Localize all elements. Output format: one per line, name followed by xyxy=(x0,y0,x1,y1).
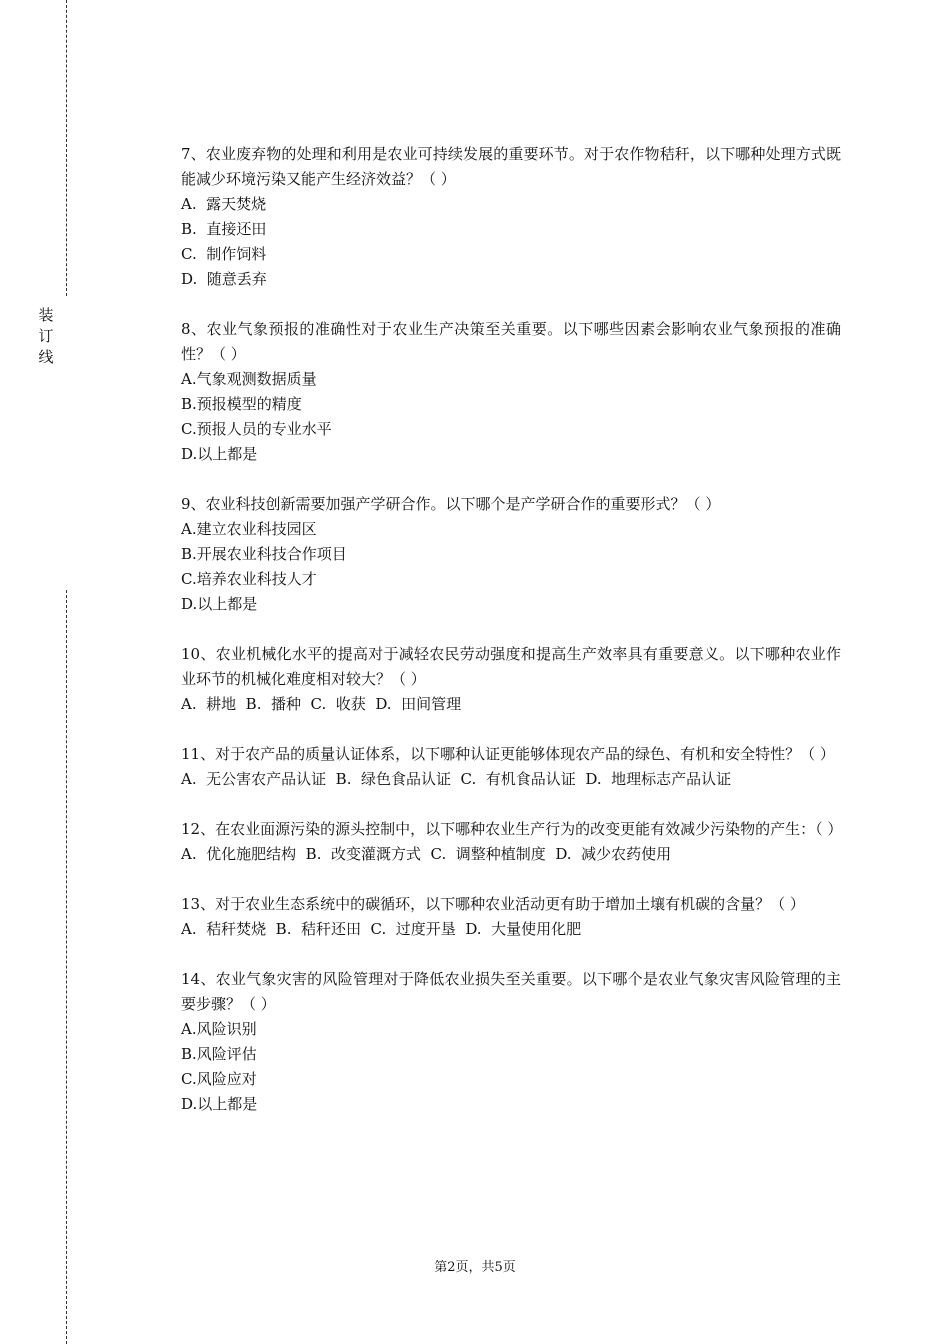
option-a: A.建立农业科技园区 xyxy=(181,520,317,538)
options-inline: A. 秸秆焚烧 B. 秸秆还田 C. 过度开垦 D. 大量使用化肥 xyxy=(181,920,582,938)
binding-dashed-line-top xyxy=(66,0,67,296)
option-d: D. 随意丢弃 xyxy=(181,270,267,288)
option-d: D.以上都是 xyxy=(181,445,258,463)
question-stem: 11、对于农产品的质量认证体系，以下哪种认证更能够体现农产品的绿色、有机和安全特性？（ ） xyxy=(181,745,835,763)
question-14 xyxy=(181,967,841,1117)
question-8 xyxy=(181,317,841,467)
page-number-footer: 第2页，共5页 xyxy=(434,1260,516,1275)
option-c: C. 制作饲料 xyxy=(181,245,267,263)
question-13 xyxy=(181,892,841,942)
option-c: C.风险应对 xyxy=(181,1070,257,1088)
question-stem: 10、农业机械化水平的提高对于减轻农民劳动强度和提高生产效率具有重要意义。以下哪种农业作业环节的机械化难度相对较大？（ ） xyxy=(181,645,841,688)
binding-char: 订 xyxy=(38,327,54,345)
question-11 xyxy=(181,742,841,792)
option-a: A.风险识别 xyxy=(181,1020,257,1038)
option-b: B.风险评估 xyxy=(181,1045,257,1063)
question-stem: 8、农业气象预报的准确性对于农业生产决策至关重要。以下哪些因素会影响农业气象预报的准确性？（ ） xyxy=(181,320,841,363)
question-list xyxy=(181,142,841,1142)
question-stem: 9、农业科技创新需要加强产学研合作。以下哪个是产学研合作的重要形式？（ ） xyxy=(181,495,721,513)
option-b: B.开展农业科技合作项目 xyxy=(181,545,347,563)
binding-char: 装 xyxy=(38,306,54,324)
question-9 xyxy=(181,492,841,617)
question-7 xyxy=(181,142,841,292)
option-d: D.以上都是 xyxy=(181,1095,258,1113)
options-inline: A. 耕地 B. 播种 C. 收获 D. 田间管理 xyxy=(181,695,462,713)
question-stem: 13、对于农业生态系统中的碳循环，以下哪种农业活动更有助于增加土壤有机碳的含量？（ ） xyxy=(181,895,805,913)
binding-dashed-line-bottom xyxy=(66,590,67,1344)
option-c: C.预报人员的专业水平 xyxy=(181,420,332,438)
question-10 xyxy=(181,642,841,717)
binding-label xyxy=(36,305,56,368)
options-inline: A. 优化施肥结构 B. 改变灌溉方式 C. 调整种植制度 D. 减少农药使用 xyxy=(181,845,672,863)
question-12 xyxy=(181,817,841,867)
options-inline: A. 无公害农产品认证 B. 绿色食品认证 C. 有机食品认证 D. 地理标志产品认证 xyxy=(181,770,732,788)
binding-char: 线 xyxy=(38,348,54,366)
option-a: A.气象观测数据质量 xyxy=(181,370,317,388)
question-stem: 14、农业气象灾害的风险管理对于降低农业损失至关重要。以下哪个是农业气象灾害风险管理的主要步骤？（ ） xyxy=(181,970,841,1013)
option-b: B.预报模型的精度 xyxy=(181,395,302,413)
option-b: B. 直接还田 xyxy=(181,220,267,238)
question-stem: 7、农业废弃物的处理和利用是农业可持续发展的重要环节。对于农作物秸秆，以下哪种处理方式既能减少环境污染又能产生经济效益？（ ） xyxy=(181,145,841,188)
option-c: C.培养农业科技人才 xyxy=(181,570,317,588)
option-d: D.以上都是 xyxy=(181,595,258,613)
option-a: A. 露天焚烧 xyxy=(181,195,267,213)
question-stem: 12、在农业面源污染的源头控制中，以下哪种农业生产行为的改变更能有效减少污染物的产生：（ ） xyxy=(181,820,843,838)
